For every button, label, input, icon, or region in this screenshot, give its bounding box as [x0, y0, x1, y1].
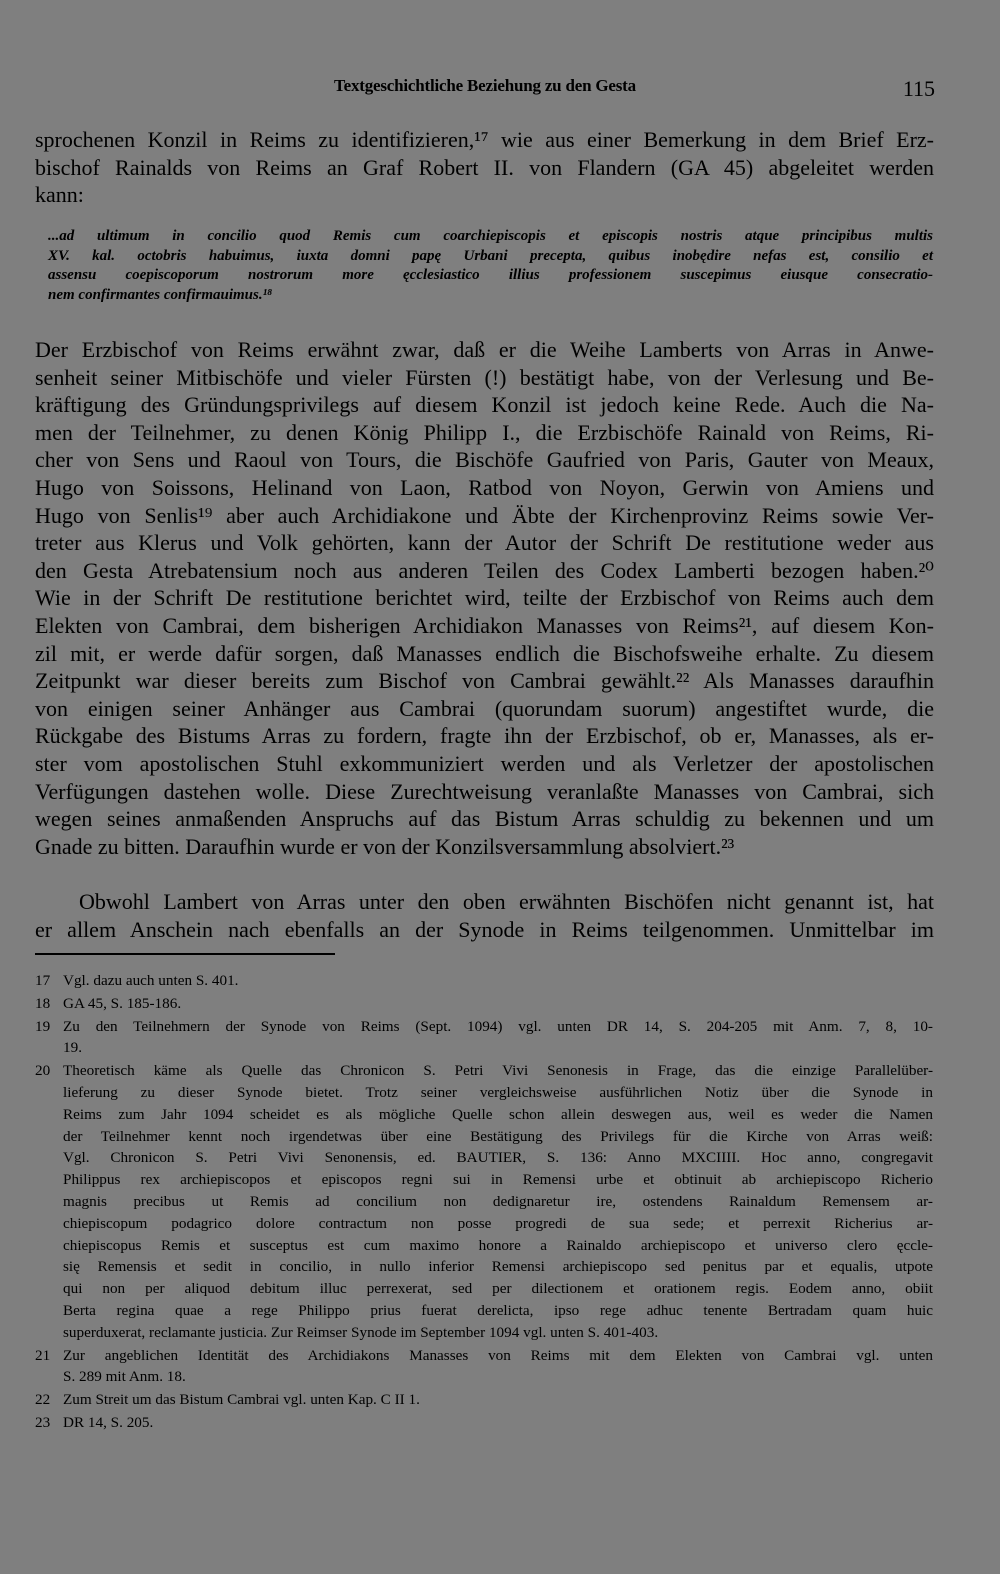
footnote-number: 21 — [35, 1346, 51, 1364]
text-line: Rückgabe des Bistums Arras zu fordern, fragte ihn der Erzbischof, ob er, Manasses, als er- — [35, 723, 934, 749]
text-line: Verfügungen dastehen wolle. Diese Zurechtweisung veranlaßte Manasses von Cambrai, sich — [35, 778, 934, 804]
text-line: Obwohl Lambert von Arras unter den oben erwähnten Bischöfen nicht genannt ist, hat — [79, 889, 934, 914]
footnote-line: magnis precibus ut Remis ad concilium non dedignaretur ire, ostendens Rainaldum Remensem ar- — [63, 1192, 933, 1210]
footnote-line: Zur angeblichen Identität des Archidiakons Manasses von Reims mit dem Elekten von Cambrai vgl. unten — [63, 1346, 933, 1364]
page-number: 115 — [902, 76, 935, 101]
latin-quote — [48, 227, 933, 305]
footnote-line: superduxerat, reclamante justicia. Zur Reimser Synode im September 1094 vgl. unten S. 401-403. — [63, 1323, 659, 1341]
footnote-line: Zum Streit um das Bistum Cambrai vgl. unten Kap. C II 1. — [63, 1391, 420, 1409]
text-line: zil mit, er werde dafür sorgen, daß Manasses endlich die Bischofsweihe erhalte. Zu diesem — [35, 640, 934, 666]
footnotes — [35, 970, 933, 1435]
footnote-line: lieferung zu dieser Synode bietet. Trotz seiner vergleichsweise ausführlichen Notiz über die Synode in — [63, 1083, 933, 1101]
text-line: Wie in der Schrift De restitutione berichtet wird, teilte der Erzbischof von Reims auch dem — [35, 585, 934, 611]
footnote-line: Vgl. dazu auch unten S. 401. — [63, 972, 239, 989]
footnote-line: chiepiscopus Remis et susceptus est cum maximo honore a Rainaldo archiepiscopo et universo clero ęccle- — [63, 1236, 933, 1254]
text-line: kann: — [35, 182, 84, 208]
text-line: Der Erzbischof von Reims erwähnt zwar, daß er die Weihe Lamberts von Arras in Anwe- — [35, 337, 934, 362]
footnote-number: 20 — [35, 1062, 51, 1080]
footnote-line: Theoretisch käme als Quelle das Chronicon S. Petri Vivi Senonesis in Frage, das die einzige Parallelüber- — [63, 1062, 933, 1080]
text-line: senheit seiner Mitbischöfe und vieler Fürsten (!) bestätigt habe, von der Verlesung und Be- — [35, 364, 934, 390]
footnote-line: DR 14, S. 205. — [63, 1413, 154, 1431]
text-line: sprochenen Konzil in Reims zu identifizieren,¹⁷ wie aus einer Bemerkung in dem Brief Erz- — [35, 127, 934, 152]
footnote — [35, 970, 933, 992]
text-line: er allem Anschein nach ebenfalls an der Synode in Reims teilgenommen. Unmittelbar im — [35, 916, 934, 942]
quote-line: ...ad ultimum in concilio quod Remis cum coarchiepiscopis et episcopis nostris atque principibus multis — [48, 228, 933, 244]
footnote-line: S. 289 mit Anm. 18. — [63, 1368, 186, 1386]
footnote-line: qui non per aliquod debitum illuc perrexerat, sed per dilectionem et orationem regis. Eodem anno, obiit — [63, 1280, 933, 1298]
text-line: Elekten von Cambrai, dem bisherigen Archidiakon Manasses von Reims²¹, auf diesem Kon- — [35, 612, 934, 638]
footnote-number: 22 — [35, 1391, 51, 1409]
quote-line: assensu coepiscoporum nostrorum more ęcclesiastico illius professionem suscepimus eiusque consecratio- — [48, 267, 933, 283]
text-line: kräftigung des Gründungsprivilegs auf diesem Konzil ist jedoch keine Rede. Auch die Na- — [35, 392, 934, 418]
text-line: treter aus Klerus und Volk gehörten, kann der Autor der Schrift De restitutione weder aus — [35, 530, 934, 556]
page-header — [35, 76, 935, 106]
footnote-line: Vgl. Chronicon S. Petri Vivi Senonensis, ed. BAUTIER, S. 136: Anno MXCIIII. Hoc anno, congregavit — [63, 1149, 933, 1167]
text-line: Zeitpunkt war dieser bereits zum Bischof von Cambrai gewählt.²² Als Manasses daraufhin — [35, 668, 934, 694]
footnote-rule — [35, 953, 335, 955]
footnote-line: der Teilnehmer kennt noch irgendetwas über eine Bestätigung des Privilegs für die Kirche von Arras weiß: — [63, 1127, 933, 1145]
footnote-number: 19 — [35, 1017, 51, 1035]
text-line: Hugo von Soissons, Helinand von Laon, Ratbod von Noyon, Gerwin von Amiens und — [35, 474, 934, 500]
text-line: bischof Rainalds von Reims an Graf Robert II. von Flandern (GA 45) abgeleitet werden — [35, 154, 934, 180]
footnote-line: GA 45, S. 185-186. — [63, 994, 182, 1012]
footnote — [35, 1060, 933, 1343]
text-line: ster vom apostolischen Stuhl exkommuniziert werden und als Verletzer der apostolischen — [35, 750, 934, 776]
text-line: Hugo von Senlis¹⁹ aber auch Archidiakone und Äbte der Kirchenprovinz Reims sowie Ver- — [35, 502, 934, 528]
text-line: Gnade zu bitten. Daraufhin wurde er von der Konzilsversammlung absolviert.²³ — [35, 833, 735, 859]
footnote-number: 17 — [35, 972, 51, 989]
intro-paragraph — [35, 126, 934, 209]
second-paragraph — [35, 888, 934, 943]
text-line: men der Teilnehmer, zu denen König Philipp I., die Erzbischöfe Rainald von Reims, Ri- — [35, 419, 934, 445]
text-line: cher von Sens und Raoul von Tours, die Bischöfe Gaufried von Paris, Gauter von Meaux, — [35, 447, 934, 473]
text-line: von einigen seiner Anhänger aus Cambrai (quorundam suorum) angestiftet wurde, die — [35, 695, 934, 721]
footnote-line: Philippus rex archiepiscopos et episcopos regni sui in Remensi urbe et obtinuit ab archiepiscopo Richerio — [63, 1171, 933, 1189]
footnote-line: chiepiscopum podagrico dolore contractum non posse progredi de sua sede; et perrexit Richerius ar- — [63, 1214, 933, 1232]
footnote-number: 23 — [35, 1413, 51, 1431]
footnote — [35, 1345, 933, 1389]
footnote-line: Zu den Teilnehmern der Synode von Reims (Sept. 1094) vgl. unten DR 14, S. 204-205 mit Anm. 7, 8, 10- — [63, 1017, 933, 1035]
footnote-line: Reims zum Jahr 1094 scheidet es als mögliche Quelle schon allein deswegen aus, weil es weder die Namen — [63, 1105, 933, 1123]
main-paragraph — [35, 336, 934, 860]
footnote-line: 19. — [63, 1039, 82, 1057]
running-title: Textgeschichtliche Beziehung zu den Gesta — [334, 76, 636, 95]
quote-line: XV. kal. octobris habuimus, iuxta domni papę Urbani precepta, quibus inobędire nefas est, consilio et — [48, 247, 933, 264]
footnote — [35, 993, 933, 1015]
text-line: wegen seines anmaßenden Anspruchs auf das Bistum Arras schuldig zu bekennen und um — [35, 806, 934, 832]
quote-line: nem confirmantes confirmauimus.¹⁸ — [48, 286, 273, 303]
footnote — [35, 1016, 933, 1060]
footnote — [35, 1412, 933, 1434]
text-line: den Gesta Atrebatensium noch aus anderen Teilen des Codex Lamberti bezogen haben.²⁰ — [35, 557, 934, 583]
footnote-line: Berta regina quae a rege Philippo prius fuerat derelicta, ipso rege adhuc tenente Bertradam quam huic — [63, 1301, 933, 1319]
footnote-line: się Remensis et sedit in concilio, in nullo inferior Remensi archiepiscopo sed penitus par et equalis, utpote — [63, 1258, 933, 1276]
footnote-number: 18 — [35, 994, 51, 1012]
footnote — [35, 1389, 933, 1411]
